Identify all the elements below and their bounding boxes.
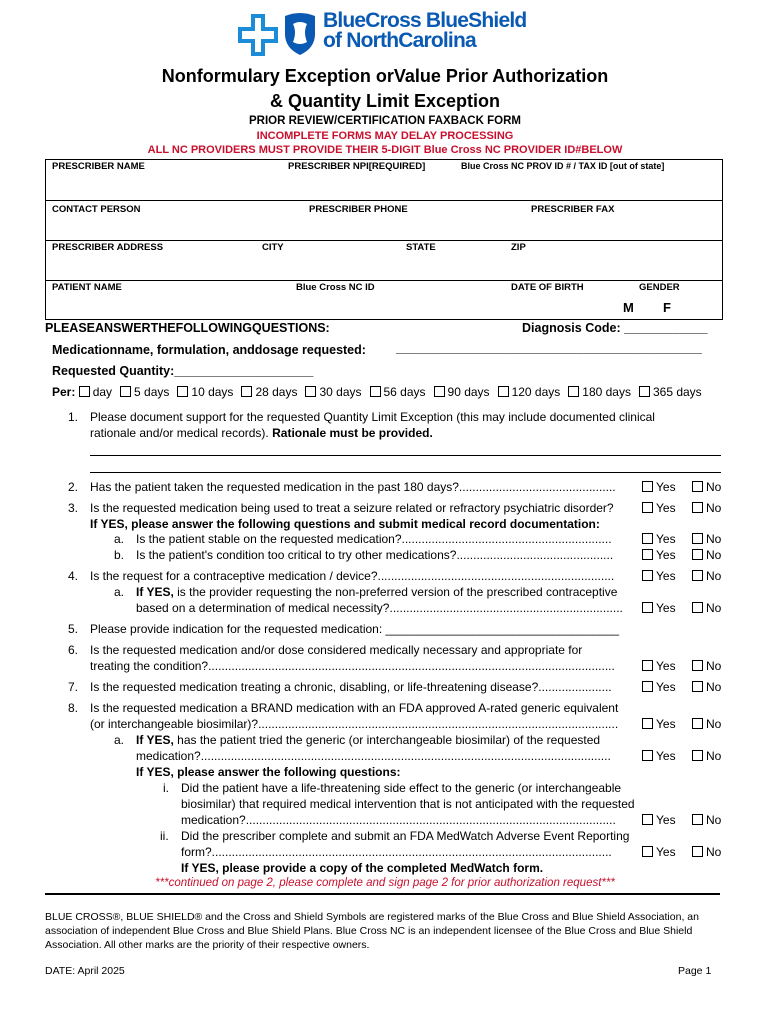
q6-number: 6. bbox=[68, 643, 79, 657]
q8ii-yes[interactable]: Yes bbox=[642, 845, 676, 859]
q8a-yes[interactable]: Yes bbox=[642, 749, 676, 763]
brand-name bbox=[323, 11, 526, 51]
q1-text-line2: rationale and/or medical records). Rationale must be provided. bbox=[90, 426, 433, 440]
checkbox-icon[interactable] bbox=[642, 846, 653, 857]
q3b-number: b. bbox=[114, 548, 125, 562]
q8-no[interactable]: No bbox=[692, 717, 721, 731]
checkbox-icon[interactable] bbox=[305, 386, 316, 397]
per-option-120-days[interactable]: 120 days bbox=[498, 385, 561, 399]
q1-answer-line-2[interactable] bbox=[90, 472, 721, 473]
checkbox-icon[interactable] bbox=[692, 502, 703, 513]
per-option-365-days[interactable]: 365 days bbox=[639, 385, 702, 399]
brand-name-line1: BlueCross BlueShield bbox=[323, 9, 527, 32]
q8i-yes[interactable]: Yes bbox=[642, 813, 676, 827]
bcnc-id-field[interactable]: Blue Cross NC ID bbox=[296, 282, 375, 293]
checkbox-icon[interactable] bbox=[498, 386, 509, 397]
q5-number: 5. bbox=[68, 622, 79, 636]
per-options-row bbox=[52, 385, 702, 399]
q8i-text-line2: biosimilar) that required medical intervention that is not anticipated with the requested bbox=[181, 797, 635, 811]
q6-yes[interactable]: Yes bbox=[642, 659, 676, 673]
q7-no[interactable]: No bbox=[692, 680, 721, 694]
checkbox-icon[interactable] bbox=[642, 602, 653, 613]
q3b-yes[interactable]: Yes bbox=[642, 548, 676, 562]
q8i-no[interactable]: No bbox=[692, 813, 721, 827]
per-option-5-days[interactable]: 5 days bbox=[120, 385, 169, 399]
q6-text-line2: treating the condition?.......................................................................................................................... bbox=[90, 659, 615, 673]
checkbox-icon[interactable] bbox=[692, 718, 703, 729]
q3b-no[interactable]: No bbox=[692, 548, 721, 562]
q7-number: 7. bbox=[68, 680, 79, 694]
gender-m-option[interactable]: M bbox=[623, 300, 634, 315]
q3b-text: Is the patient's condition too critical to try other medications?............................................... bbox=[136, 548, 614, 562]
q1-number: 1. bbox=[68, 410, 79, 424]
checkbox-icon[interactable] bbox=[692, 846, 703, 857]
prescriber-address-field[interactable]: PRESCRIBER ADDRESS bbox=[52, 242, 164, 253]
state-field[interactable]: STATE bbox=[406, 242, 436, 253]
checkbox-icon[interactable] bbox=[642, 681, 653, 692]
checkbox-icon[interactable] bbox=[692, 660, 703, 671]
q5-text[interactable]: Please provide indication for the requested medication: ___________________________________ bbox=[90, 622, 620, 636]
checkbox-icon[interactable] bbox=[642, 533, 653, 544]
per-option-56-days[interactable]: 56 days bbox=[370, 385, 426, 399]
q8i-number: i. bbox=[163, 781, 169, 795]
checkbox-icon[interactable] bbox=[177, 386, 188, 397]
q3a-no[interactable]: No bbox=[692, 532, 721, 546]
form-title-line2: & Quantity Limit Exception bbox=[269, 91, 501, 111]
q3a-yes[interactable]: Yes bbox=[642, 532, 676, 546]
checkbox-icon[interactable] bbox=[642, 814, 653, 825]
q8-text: Is the requested medication a BRAND medication with an FDA approved A-rated generic equivalent bbox=[90, 701, 619, 715]
checkbox-icon[interactable] bbox=[79, 386, 90, 397]
q8-if-yes: If YES, please answer the following questions: bbox=[136, 765, 401, 779]
q6-text: Is the requested medication and/or dose considered medically necessary and appropriate for bbox=[90, 643, 583, 657]
q4a-text: If YES, is the provider requesting the non-preferred version of the prescribed contraceptive bbox=[136, 585, 618, 599]
q8ii-number: ii. bbox=[160, 829, 169, 843]
q8-yes[interactable]: Yes bbox=[642, 717, 676, 731]
checkbox-icon[interactable] bbox=[692, 570, 703, 581]
diagnosis-code-field[interactable]: Diagnosis Code: ____________ bbox=[522, 321, 708, 335]
page-number: Page 1 bbox=[678, 965, 712, 977]
gender-f-option[interactable]: F bbox=[663, 300, 671, 315]
prescriber-npi-field[interactable]: PRESCRIBER NPI[REQUIRED] bbox=[288, 161, 426, 172]
blue-cross-logo-icon bbox=[238, 14, 278, 56]
checkbox-icon[interactable] bbox=[241, 386, 252, 397]
per-option-28-days[interactable]: 28 days bbox=[241, 385, 297, 399]
checkbox-icon[interactable] bbox=[120, 386, 131, 397]
q4-number: 4. bbox=[68, 569, 79, 583]
prescriber-fax-field[interactable]: PRESCRIBER FAX bbox=[531, 204, 615, 215]
dob-field[interactable]: DATE OF BIRTH bbox=[511, 282, 584, 293]
prescriber-name-field[interactable]: PRESCRIBER NAME bbox=[52, 161, 145, 172]
q7-yes[interactable]: Yes bbox=[642, 680, 676, 694]
warning-incomplete: INCOMPLETE FORMS MAY DELAY PROCESSING bbox=[256, 130, 514, 142]
q3a-number: a. bbox=[114, 532, 125, 546]
per-option-day[interactable]: day bbox=[79, 385, 112, 399]
prov-id-field[interactable]: Blue Cross NC PROV ID # / TAX ID [out of state] bbox=[461, 161, 665, 171]
checkbox-icon[interactable] bbox=[642, 481, 653, 492]
q6-no[interactable]: No bbox=[692, 659, 721, 673]
q4a-no[interactable]: No bbox=[692, 601, 721, 615]
medication-name-line[interactable]: ____________________________________________ bbox=[396, 341, 702, 355]
checkbox-icon[interactable] bbox=[692, 681, 703, 692]
q8a-text: If YES, has the patient tried the generic (or interchangeable biosimilar) of the requested bbox=[136, 733, 601, 747]
patient-name-field[interactable]: PATIENT NAME bbox=[52, 282, 122, 293]
city-field[interactable]: CITY bbox=[262, 242, 284, 253]
q8a-text-line2: medication?........................................................................................................................... bbox=[136, 749, 611, 763]
q3-if-yes: If YES, please answer the following questions and submit medical record documentation: bbox=[90, 517, 600, 531]
q8a-no[interactable]: No bbox=[692, 749, 721, 763]
q4-text: Is the request for a contraceptive medication / device?....................................................................... bbox=[90, 569, 615, 583]
q8ii-text: Did the prescriber complete and submit an FDA MedWatch Adverse Event Reporting bbox=[181, 829, 630, 843]
q8a-number: a. bbox=[114, 733, 125, 747]
checkbox-icon[interactable] bbox=[370, 386, 381, 397]
q1-answer-line-1[interactable] bbox=[90, 455, 721, 456]
contact-person-field[interactable]: CONTACT PERSON bbox=[52, 204, 141, 215]
q2-text: Has the patient taken the requested medication in the past 180 days?............................................... bbox=[90, 480, 616, 494]
q7-text: Is the requested medication treating a chronic, disabling, or life-threatening disease?...................... bbox=[90, 680, 612, 694]
q2-number: 2. bbox=[68, 480, 79, 494]
footer-legal: BLUE CROSS®, BLUE SHIELD® and the Cross and Shield Symbols are registered marks of the Blue Cross and Blue Shield Association, an association of independent Blue Cross and Blue Shield Plans. Blue Cross NC is an independent licensee of the Blue Cross and Blue Shield Association. All other marks are the priority of their respective owners. bbox=[45, 911, 699, 951]
prescriber-info-table bbox=[45, 159, 723, 320]
checkbox-icon[interactable] bbox=[692, 602, 703, 613]
q8i-text: Did the patient have a life-threatening side effect to the generic (or interchangeable bbox=[181, 781, 622, 795]
q3-no[interactable]: No bbox=[692, 501, 721, 515]
q4a-number: a. bbox=[114, 585, 125, 599]
zip-field[interactable]: ZIP bbox=[511, 242, 526, 253]
checkbox-icon[interactable] bbox=[692, 533, 703, 544]
q8-medwatch-note: If YES, please provide a copy of the completed MedWatch form. bbox=[181, 861, 544, 875]
checkbox-icon[interactable] bbox=[642, 549, 653, 560]
q4-yes[interactable]: Yes bbox=[642, 569, 676, 583]
checkbox-icon[interactable] bbox=[692, 750, 703, 761]
gender-field[interactable]: GENDER bbox=[639, 282, 680, 293]
checkbox-icon[interactable] bbox=[642, 750, 653, 761]
checkbox-icon[interactable] bbox=[642, 718, 653, 729]
q3a-text: Is the patient stable on the requested medication?............................................................... bbox=[136, 532, 612, 546]
medication-name-label: Medicationname, formulation, anddosage requested: bbox=[52, 343, 366, 357]
q4a-yes[interactable]: Yes bbox=[642, 601, 676, 615]
per-option-10-days[interactable]: 10 days bbox=[177, 385, 233, 399]
form-date: DATE: April 2025 bbox=[45, 965, 125, 977]
q8-text-line2: (or interchangeable biosimilar)?............................................................................................................ bbox=[90, 717, 619, 731]
per-option-90-days[interactable]: 90 days bbox=[434, 385, 490, 399]
checkbox-icon[interactable] bbox=[692, 814, 703, 825]
q4a-text-line2: based on a determination of medical necessity?...................................................................... bbox=[136, 601, 623, 615]
checkbox-icon[interactable] bbox=[642, 502, 653, 513]
q3-yes[interactable]: Yes bbox=[642, 501, 676, 515]
per-option-180-days[interactable]: 180 days bbox=[568, 385, 631, 399]
prescriber-phone-field[interactable]: PRESCRIBER PHONE bbox=[309, 204, 408, 215]
checkbox-icon[interactable] bbox=[692, 481, 703, 492]
checkbox-icon[interactable] bbox=[642, 660, 653, 671]
questions-heading: PLEASEANSWERTHEFOLLOWINGQUESTIONS: bbox=[45, 321, 330, 335]
q8ii-no[interactable]: No bbox=[692, 845, 721, 859]
form-subtitle: PRIOR REVIEW/CERTIFICATION FAXBACK FORM bbox=[249, 115, 521, 127]
footer-divider bbox=[45, 893, 720, 895]
requested-quantity-field[interactable]: Requested Quantity:____________________ bbox=[52, 364, 314, 378]
checkbox-icon[interactable] bbox=[642, 570, 653, 581]
q3-number: 3. bbox=[68, 501, 79, 515]
warning-provider-id: ALL NC PROVIDERS MUST PROVIDE THEIR 5-DIGIT Blue Cross NC PROVIDER ID#BELOW bbox=[147, 144, 623, 156]
q1-text: Please document support for the requested Quantity Limit Exception (this may include documented clinical bbox=[90, 410, 655, 424]
per-label: Per: bbox=[52, 385, 76, 399]
checkbox-icon[interactable] bbox=[568, 386, 579, 397]
q8-number: 8. bbox=[68, 701, 79, 715]
blue-shield-logo-icon bbox=[283, 12, 317, 56]
checkbox-icon[interactable] bbox=[692, 549, 703, 560]
q8i-text-line3: medication?............................................................................................................... bbox=[181, 813, 616, 827]
per-option-30-days[interactable]: 30 days bbox=[305, 385, 361, 399]
checkbox-icon[interactable] bbox=[639, 386, 650, 397]
q3-text: Is the requested medication being used to treat a seizure related or refractory psychiatric disorder? bbox=[90, 501, 614, 515]
q8ii-text-line2: form?........................................................................................................................ bbox=[181, 845, 612, 859]
form-title-line1: Nonformulary Exception orValue Prior Authorization bbox=[161, 66, 609, 86]
q4-no[interactable]: No bbox=[692, 569, 721, 583]
q2-yes[interactable]: Yes bbox=[642, 480, 676, 494]
q2-no[interactable]: No bbox=[692, 480, 721, 494]
checkbox-icon[interactable] bbox=[434, 386, 445, 397]
q1-rationale-required: Rationale must be provided. bbox=[272, 426, 433, 440]
brand-name-line2: of NorthCarolina bbox=[323, 29, 476, 52]
continued-note: ***continued on page 2, please complete and sign page 2 for prior authorization request*** bbox=[155, 877, 615, 889]
